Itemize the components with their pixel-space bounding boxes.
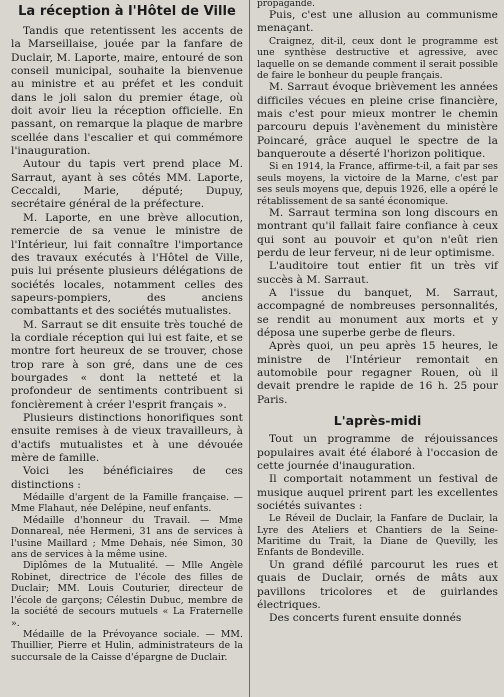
speech-quote: Craignez, dit-il, ceux dont le programme est une synthèse destructive et agressive, avec laquelle on se demande comment il serait possible de faire le bonheur du peuple français.	[257, 35, 498, 81]
section-heading: L'après-midi	[333, 413, 422, 429]
paragraph: M. Sarraut termina son long discours en montrant qu'il fallait faire confiance à ceux qui sont au pouvoir et qu'on n'eût rien perdu de leur ferveur, ni de leur optimisme.	[257, 207, 498, 260]
paragraph: Plusieurs distinctions honorifiques sont ensuite remises à de vieux travailleurs, à d'actifs mutualistes et à une dévouée mère de famille.	[11, 411, 243, 464]
paragraph: A l'issue du banquet, M. Sarraut, accompagné de nombreuses personnalités, se rendit au monument aux morts et y déposa une superbe gerbe de fleurs.	[257, 287, 498, 340]
left-column	[3, 0, 247, 697]
societies-list: Le Réveil de Duclair, la Fanfare de Duclair, la Lyre des Ateliers et Chantiers de la Seine-Maritime du Trait, la Diane de Quevilly, les Enfants de Bondeville.	[257, 513, 498, 559]
column-divider	[249, 0, 250, 697]
article-title: La réception à l'Hôtel de Ville	[18, 4, 236, 19]
paragraph: Après quoi, un peu après 15 heures, le ministre de l'Intérieur remontait en automobile pour regagner Rouen, où il devait prendre le rapide de 16 h. 25 pour Paris.	[257, 340, 498, 406]
paragraph: Autour du tapis vert prend place M. Sarraut, ayant à ses côtés MM. Laporte, Ceccaldi, Marie, député; Dupuy, secrétaire général de la préfecture.	[11, 158, 243, 211]
honor-list-item: Diplômes de la Mutualité. — Mlle Angèle Robinet, directrice de l'école des filles de Duclair; MM. Louis Couturier, directeur de l'école de garçons; Célestin Dubuc, membre de la société de secours mutuels « La Fraternelle ».	[11, 560, 243, 629]
paragraph: Puis, c'est une allusion au communisme menaçant.	[257, 9, 498, 35]
paragraph: Voici les bénéficiaires de ces distinctions :	[11, 465, 243, 491]
paragraph: Tout un programme de réjouissances populaires avait été élaboré à l'occasion de cette journée d'inauguration.	[257, 433, 498, 472]
honor-list-item: Médaille d'argent de la Famille française. — Mme Flahaut, née Delépine, neuf enfants.	[11, 492, 243, 515]
paragraph: Des concerts furent ensuite donnés	[269, 612, 462, 625]
paragraph: L'auditoire tout entier fit un très vif succès à M. Sarraut.	[257, 260, 498, 286]
paragraph: Un grand défilé parcourut les rues et quais de Duclair, ornés de mâts aux pavillons tricolores et de guirlandes électriques.	[257, 558, 498, 611]
paragraph: M. Laporte, en une brève allocution, remercie de sa venue le ministre de l'Intérieur, lui fait connaître l'importance des travaux exécutés à l'Hôtel de Ville, puis lui présente plusieurs délégations de sociétés locales, notamment celles des sapeurs-pompiers, des anciens combattants et des sociétés mutualistes.	[11, 211, 243, 318]
cut-off-line: propagande.	[257, 0, 316, 9]
honor-list-item: Médaille d'honneur du Travail. — Mme Donnareal, née Hermeni, 31 ans de services à l'usine Maillard ; Mme Dehais, née Simon, 30 ans de services à la même usine.	[11, 514, 243, 561]
speech-quote: Si en 1914, la France, affirme-t-il, a fait par ses seuls moyens, la victoire de la Marne, c'est par ses seuls moyens que, depuis 1926, elle a opéré le rétablissement de sa santé économique.	[257, 161, 498, 207]
paragraph: Il comportait notamment un festival de musique auquel prirent part les excellentes sociétés suivantes :	[257, 473, 498, 512]
honor-list-item: Médaille de la Prévoyance sociale. — MM. Thuillier, Pierre et Hulin, administrateurs de la succursale de la Caisse d'épargne de Duclair.	[11, 628, 243, 663]
paragraph: Tandis que retentissent les accents de la Marseillaise, jouée par la fanfare de Duclair, M. Laporte, maire, entouré de son conseil municipal, souhaite la bienvenue au ministre et au préfet et les conduit dans le joli salon du premier étage, où doit avoir lieu la réception officielle. En passant, on remarque la plaque de marbre scellée dans l'escalier et qui commémore l'inauguration.	[11, 25, 243, 158]
paragraph: M. Sarraut se dit ensuite très touché de la cordiale réception qui lui est faite, et se montre fort heureux de se trouver, chose trop rare à son gré, dans une de ces bourgades « dont la netteté et la profondeur de sentiments contribuent si foncièrement à créer l'esprit français ».	[11, 318, 243, 411]
paragraph: M. Sarraut évoque brièvement les années difficiles vécues en pleine crise financière, mais c'est pour mieux montrer le chemin parcouru depuis l'avènement du ministère Poincaré, grâce auquel le spectre de la banqueroute a déserté l'horizon politique.	[257, 81, 498, 161]
right-column	[253, 0, 502, 697]
